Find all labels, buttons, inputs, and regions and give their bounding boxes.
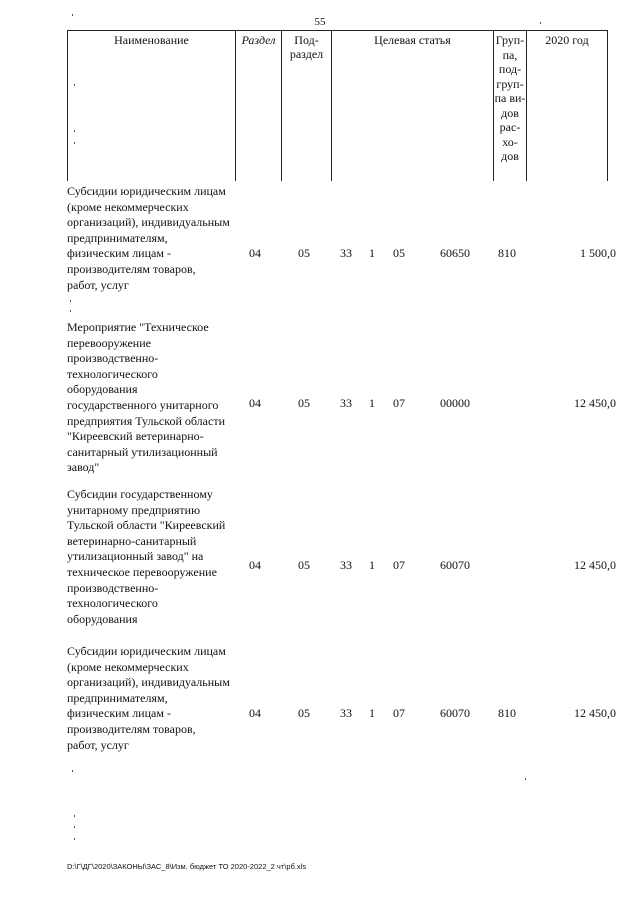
scan-speck	[525, 778, 526, 780]
header-target: Целевая статья	[374, 33, 451, 47]
row-group: 810	[498, 246, 516, 260]
column-divider	[67, 30, 68, 181]
scan-speck	[74, 142, 75, 144]
row-subsection: 05	[298, 246, 310, 260]
row-subsection: 05	[298, 558, 310, 572]
scan-speck	[74, 826, 75, 828]
row-target-1: 33	[340, 396, 352, 410]
row-amount: 12 450,0	[574, 706, 616, 720]
column-divider	[331, 30, 332, 181]
row-target-3: 05	[393, 246, 405, 260]
header-section: Раздел	[241, 33, 276, 47]
column-divider	[235, 30, 236, 181]
row-name: Мероприятие "Техническое перевооружение производственно- технологического оборудования государственного унитарного предприятия Тульской области "Киреевский ветеринарно- санитарный утилизационный завод"	[67, 320, 225, 475]
row-name: Субсидии государственному унитарному предприятию Тульской области "Киреевский ветеринарно-санитарный утилизационный завод" на техническое перевооружение производственно- технологического оборудования	[67, 487, 226, 626]
row-target-3: 07	[393, 558, 405, 572]
scan-speck	[70, 300, 71, 302]
file-path-footer: D:\Г\ДГ\2020\ЗАКОНЫ\ЗАС_8\Изм. бюджет ТО 2020-2022_2 чт\рб.xls	[67, 862, 307, 871]
header-name: Наименование	[114, 33, 189, 47]
row-group: 810	[498, 706, 516, 720]
page-number: 55	[314, 16, 326, 28]
row-target-4: 60070	[440, 706, 470, 720]
row-target-1: 33	[340, 558, 352, 572]
scan-speck	[74, 838, 75, 840]
scan-speck	[74, 815, 75, 817]
row-target-1: 33	[340, 246, 352, 260]
row-name: Субсидии юридическим лицам (кроме некоммерческих организаций), индивидуальным предпринимателям, физическим лицам - производителям товаров, работ, услуг	[67, 644, 230, 752]
row-section: 04	[249, 558, 261, 572]
row-subsection: 05	[298, 396, 310, 410]
row-target-2: 1	[369, 706, 375, 720]
scan-speck	[74, 130, 75, 132]
row-target-3: 07	[393, 396, 405, 410]
row-target-3: 07	[393, 706, 405, 720]
header-year: 2020 год	[545, 33, 589, 47]
row-amount: 12 450,0	[574, 396, 616, 410]
row-target-4: 60070	[440, 558, 470, 572]
scan-speck	[74, 84, 75, 86]
scan-speck	[72, 14, 73, 16]
row-target-1: 33	[340, 706, 352, 720]
table-header	[67, 30, 608, 181]
row-name: Субсидии юридическим лицам (кроме некоммерческих организаций), индивидуальным предпринимателям, физическим лицам - производителям товаров, работ, услуг	[67, 184, 230, 292]
row-subsection: 05	[298, 706, 310, 720]
column-divider	[607, 30, 608, 181]
row-section: 04	[249, 396, 261, 410]
row-target-4: 60650	[440, 246, 470, 260]
scan-speck	[72, 770, 73, 772]
scan-speck	[540, 22, 541, 24]
row-target-2: 1	[369, 246, 375, 260]
row-section: 04	[249, 246, 261, 260]
row-target-2: 1	[369, 558, 375, 572]
row-section: 04	[249, 706, 261, 720]
row-target-2: 1	[369, 396, 375, 410]
row-target-4: 00000	[440, 396, 470, 410]
header-group: Груп- па, под- груп- па ви- дов рас- хо- дов	[494, 33, 526, 163]
row-amount: 1 500,0	[580, 246, 616, 260]
header-subsection: Под- раздел	[289, 33, 324, 61]
row-amount: 12 450,0	[574, 558, 616, 572]
column-divider	[526, 30, 527, 181]
scan-speck	[70, 310, 71, 312]
